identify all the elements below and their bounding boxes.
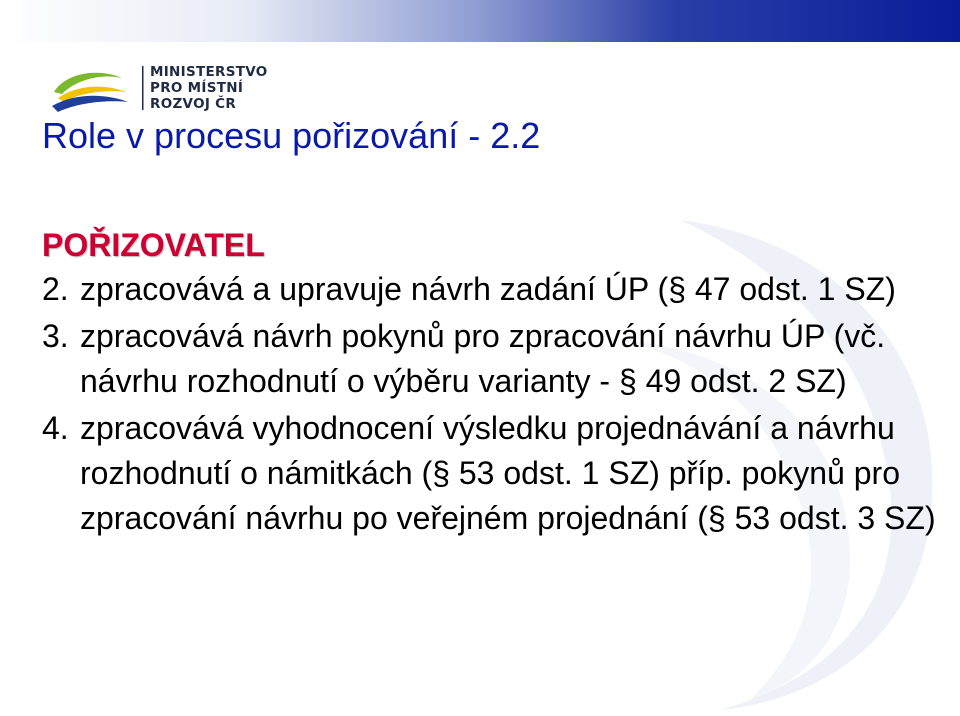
list-item [42,314,947,404]
slide-title: Role v procesu pořizování - 2.2 [42,115,541,156]
list-item-text: zpracovává a upravuje návrh zadání ÚP (§ 47 odst. 1 SZ) [80,271,896,307]
section-heading: POŘIZOVATEL [42,227,265,263]
ministry-logo-text [150,64,268,112]
list-item-number: 4. [42,410,69,446]
logo-line-1: MINISTERSTVO [150,64,268,80]
list-item-number: 2. [42,271,69,307]
list-item [42,406,947,541]
logo-line-3: ROZVOJ ČR [150,96,237,112]
slide-content [42,225,947,541]
list-item [42,267,947,312]
logo-line-2: PRO MÍSTNÍ [150,80,244,96]
list-item-text: zpracovává vyhodnocení výsledku projednávání a návrhu rozhodnutí o námitkách (§ 53 odst. 1 SZ) příp. pokynů pro zpracování návrhu po veřejném projednání (§ 53 odst. 3 SZ) [80,410,936,536]
list-item-text: zpracovává návrh pokynů pro zpracování návrhu ÚP (vč. návrhu rozhodnutí o výběru varianty - § 49 odst. 2 SZ) [80,318,886,399]
logo-divider [142,66,144,110]
list-item-number: 3. [42,318,69,354]
top-gradient-bar [0,0,960,42]
